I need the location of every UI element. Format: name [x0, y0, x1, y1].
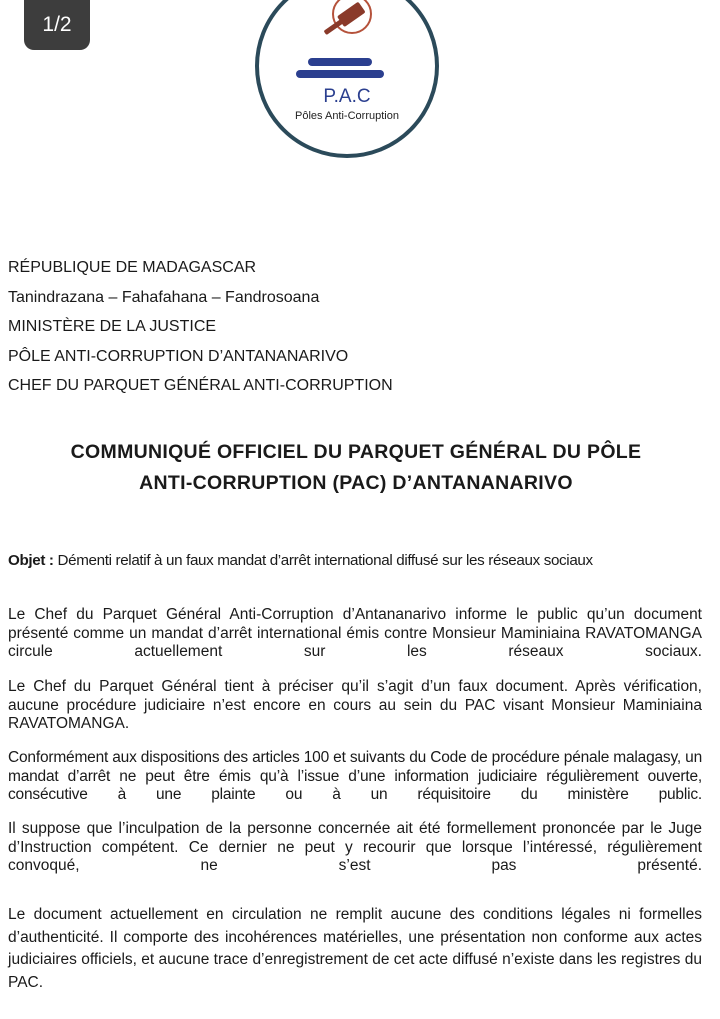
letterhead: [8, 253, 393, 401]
logo-name: Pôles Anti-Corruption: [295, 110, 399, 122]
paragraph: Le document actuellement en circulation ne remplit aucune des conditions légales ni formelles d’authenticité. Il comporte des incohérences matérielles, une présentation non conforme aux actes judiciaires officiels, et aucune trace d’enregistrement de cet acte diffusé n’existe dans les registres du PAC.: [8, 906, 702, 991]
logo-abbreviation: P.A.C: [323, 86, 371, 107]
page-indicator: 1/2: [24, 0, 90, 50]
subject-text: Démenti relatif à un faux mandat d’arrêt international diffusé sur les réseaux sociaux: [53, 552, 593, 569]
subject-label: Objet :: [8, 552, 54, 569]
header-line: Tanindrazana – Fahafahana – Fandrosoana: [8, 288, 320, 306]
subject-line: [8, 552, 708, 569]
logo-emblem: [252, 0, 442, 162]
title-line: ANTI-CORRUPTION (PAC) D’ANTANANARIVO: [139, 472, 573, 494]
paragraph: Il suppose que l’inculpation de la personne concernée ait été formellement prononcée par le Juge d’Instruction compétent. Ce dernier ne peut y recourir que lorsque l’intéressé, régulièrement convoqué, ne s’est pas présenté.: [8, 820, 702, 874]
header-line: RÉPUBLIQUE DE MADAGASCAR: [8, 259, 257, 276]
document-title: [0, 437, 712, 499]
pac-logo: [252, 0, 442, 162]
title-line: COMMUNIQUÉ OFFICIEL DU PARQUET GÉNÉRAL DU PÔLE: [70, 441, 642, 463]
header-line: MINISTÈRE DE LA JUSTICE: [8, 318, 217, 336]
header-line: CHEF DU PARQUET GÉNÉRAL ANTI-CORRUPTION: [8, 377, 393, 395]
paragraph: Conformément aux dispositions des articles 100 et suivants du Code de procédure pénale malagasy, un mandat d’arrêt ne peut être émis qu’à l’issue d’une information judiciaire régulièrement ouverte, consécutive à une plainte ou à un réquisitoire du ministère public.: [8, 749, 702, 803]
header-line: PÔLE ANTI-CORRUPTION D’ANTANANARIVO: [8, 347, 349, 365]
paragraph: Le Chef du Parquet Général tient à préciser qu’il s’agit d’un faux document. Après vérification, aucune procédure judiciaire n’est encore en cours au sein du PAC visant Monsieur Maminiaina RAVATOMANGA.: [8, 678, 702, 732]
paragraph: Le Chef du Parquet Général Anti-Corruption d’Antananarivo informe le public qu’un document présenté comme un mandat d’arrêt international émis contre Monsieur Maminiaina RAVATOMANGA circule actuellement sur les réseaux sociaux.: [8, 606, 702, 660]
